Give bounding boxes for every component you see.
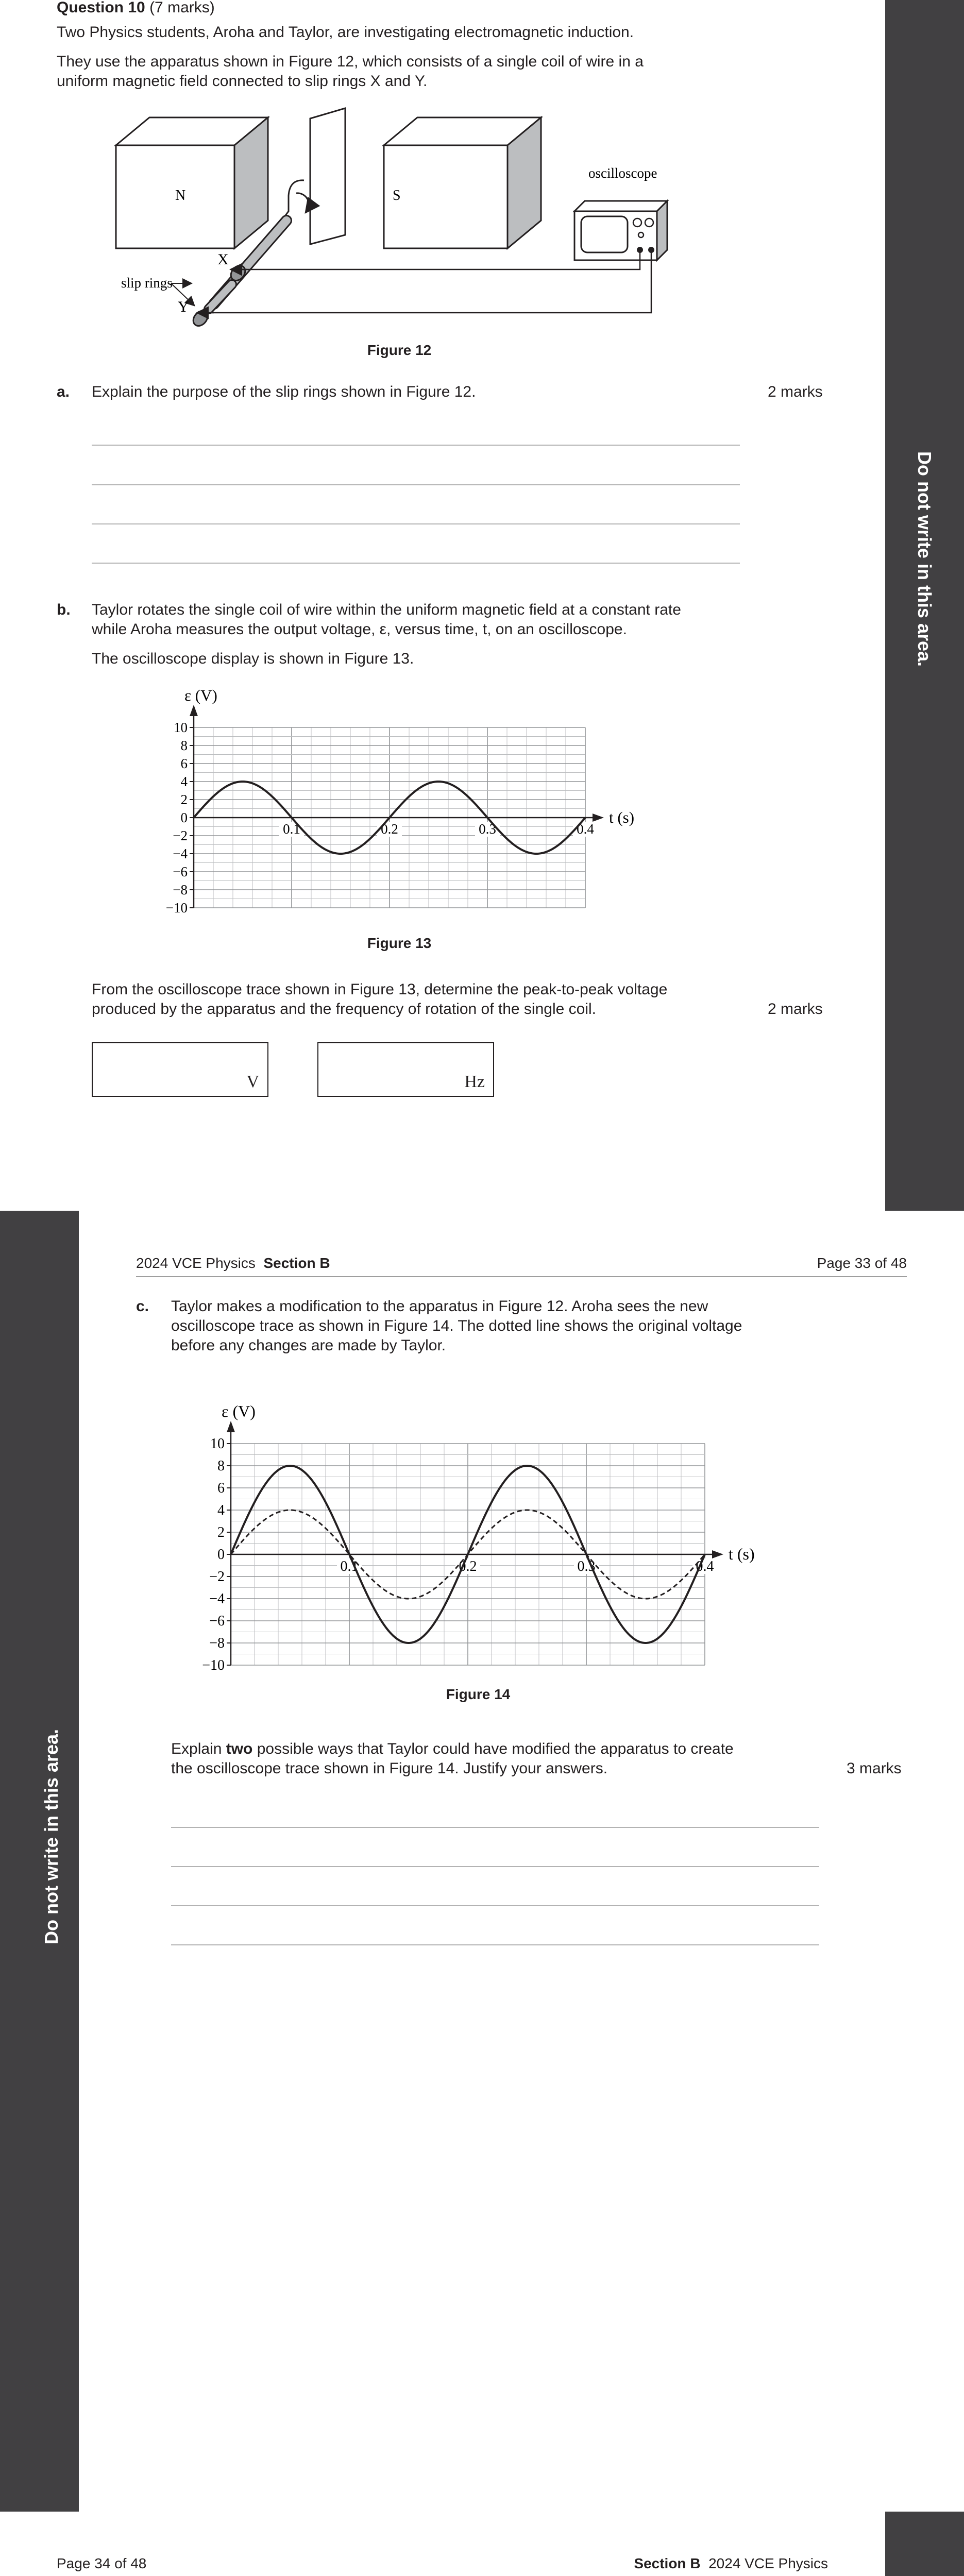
figure-13-chart [119, 685, 635, 922]
north-magnet [116, 117, 268, 248]
figure-14-caption: Figure 14 [446, 1686, 511, 1702]
page-33-header-left [136, 1253, 330, 1273]
part-a-text: Explain the purpose of the slip rings shown in Figure 12. [92, 383, 476, 400]
voltage-answer-box[interactable] [92, 1042, 268, 1097]
intro-line-1: Two Physics students, Aroha and Taylor, are investigating electromagnetic induction. [57, 24, 634, 41]
no-write-label-left: Do not write in this area. [41, 1728, 62, 1945]
y-tick-label: −10 [202, 1657, 225, 1673]
page-34-number: Page 34 of 48 [57, 2555, 147, 2571]
part-b-question-line-2: produced by the apparatus and the frequency of rotation of the single coil. [92, 1001, 596, 1018]
x-tick-label: 0.4 [696, 1558, 714, 1574]
part-b-question-line-1: From the oscilloscope trace shown in Figure 13, determine the peak-to-peak voltage [92, 981, 668, 998]
part-b-line-1: Taylor rotates the single coil of wire within the uniform magnetic field at a constant rate [92, 601, 681, 618]
x-tick-label: 0.1 [283, 821, 300, 837]
figure-14-chart [185, 1391, 778, 1680]
y-tick-label: −8 [173, 882, 188, 897]
figure-12-apparatus [103, 103, 696, 340]
x-tick-label: 0.1 [340, 1558, 359, 1574]
part-c-letter: c. [136, 1298, 149, 1315]
header-rule [136, 1276, 907, 1277]
answer-line-c2[interactable] [171, 1866, 819, 1867]
page-33-number: Page 33 of 48 [817, 1255, 907, 1271]
part-c-question-post: possible ways that Taylor could have modified the apparatus to create [252, 1740, 734, 1757]
y-tick-label: 10 [210, 1436, 225, 1452]
part-c-line-3: before any changes are made by Taylor. [171, 1337, 446, 1354]
part-b-line-2: while Aroha measures the output voltage, ε, versus time, t, on an oscilloscope. [92, 621, 627, 638]
y-tick-label: 6 [180, 756, 188, 771]
frequency-answer-box[interactable] [317, 1042, 494, 1097]
x-axis-arrow [593, 814, 604, 822]
y-tick-label: 8 [217, 1458, 225, 1474]
answer-line-c3[interactable] [171, 1905, 819, 1906]
y-tick-label: −4 [173, 846, 188, 861]
part-c-question-line-2: the oscilloscope trace shown in Figure 14. Justify your answers. [171, 1760, 608, 1777]
y-tick-label: 8 [180, 738, 188, 753]
answer-line-c4[interactable] [171, 1944, 819, 1945]
y-tick-label: 10 [174, 720, 188, 735]
part-c-marks: 3 marks [847, 1760, 902, 1777]
y-tick-label: −6 [173, 864, 188, 879]
y-tick-label: 6 [217, 1480, 225, 1496]
no-write-sidebar-left [0, 1211, 79, 2512]
label-s: S [393, 188, 401, 204]
header-title: 2024 VCE Physics [136, 1255, 256, 1271]
x-tick-label: 0.2 [459, 1558, 477, 1574]
question-heading [57, 0, 215, 18]
y-tick-label: −4 [209, 1591, 225, 1607]
part-c-question-line-1 [171, 1739, 734, 1759]
label-oscilloscope: oscilloscope [588, 165, 657, 181]
y-axis-label: ε (V) [222, 1402, 256, 1420]
no-write-sidebar-right-next [885, 2512, 964, 2576]
answer-line-a4[interactable] [92, 563, 740, 564]
part-c-question-pre: Explain [171, 1740, 226, 1757]
y-tick-label: −10 [165, 900, 188, 916]
x-axis-label: t (s) [729, 1545, 755, 1563]
part-a-letter: a. [57, 383, 70, 400]
x-tick-label: 0.2 [381, 821, 398, 837]
y-axis-label: ε (V) [184, 686, 217, 704]
part-b-marks: 2 marks [768, 1001, 823, 1018]
intro-line-2: They use the apparatus shown in Figure 12, which consists of a single coil of wire in a [57, 53, 644, 70]
label-n: N [175, 188, 186, 204]
label-x: X [217, 251, 229, 268]
south-magnet [384, 117, 541, 248]
answer-line-a1[interactable] [92, 445, 740, 446]
x-axis-label: t (s) [609, 808, 635, 826]
answer-line-c1[interactable] [171, 1827, 819, 1828]
x-axis-arrow [712, 1550, 723, 1558]
y-tick-label: 2 [180, 792, 188, 807]
footer-title: 2024 VCE Physics [708, 2555, 828, 2571]
no-write-label-right: Do not write in this area. [914, 451, 935, 667]
y-tick-label: −2 [173, 828, 188, 843]
y-tick-label: 0 [180, 810, 188, 825]
part-c-line-1: Taylor makes a modification to the apparatus in Figure 12. Aroha sees the new [171, 1298, 708, 1315]
x-tick-label: 0.3 [479, 821, 496, 837]
y-tick-label: 4 [180, 774, 188, 789]
y-tick-label: 4 [217, 1502, 225, 1518]
x-tick-label: 0.4 [577, 821, 594, 837]
part-b-line-3: The oscilloscope display is shown in Figure 13. [92, 650, 414, 667]
part-c-line-2: oscilloscope trace as shown in Figure 14. The dotted line shows the original voltage [171, 1317, 742, 1334]
frequency-unit: Hz [464, 1072, 485, 1091]
y-tick-label: −2 [209, 1569, 225, 1585]
part-a-marks: 2 marks [768, 383, 823, 400]
figure-12-caption: Figure 12 [367, 342, 432, 358]
y-tick-label: 0 [217, 1547, 225, 1563]
footer-section: Section B [634, 2555, 701, 2571]
y-tick-label: −6 [209, 1613, 225, 1629]
answer-line-a3[interactable] [92, 523, 740, 524]
label-y: Y [178, 298, 189, 315]
y-axis-arrow [227, 1421, 235, 1432]
y-axis-arrow [190, 705, 198, 716]
oscilloscope [574, 201, 667, 260]
label-slip-rings: slip rings [121, 275, 173, 291]
question-number: Question 10 [57, 0, 145, 16]
answer-line-a2[interactable] [92, 484, 740, 485]
page-34-footer-right [634, 2554, 828, 2573]
intro-line-3: uniform magnetic field connected to slip rings X and Y. [57, 73, 428, 90]
voltage-unit: V [246, 1072, 259, 1091]
y-tick-label: −8 [209, 1635, 225, 1651]
figure-13-caption: Figure 13 [367, 935, 432, 951]
part-c-question-bold: two [226, 1740, 253, 1757]
part-b-letter: b. [57, 601, 71, 618]
x-tick-label: 0.3 [577, 1558, 596, 1574]
question-marks: (7 marks) [149, 0, 215, 16]
header-section: Section B [263, 1255, 330, 1271]
y-tick-label: 2 [217, 1524, 225, 1540]
